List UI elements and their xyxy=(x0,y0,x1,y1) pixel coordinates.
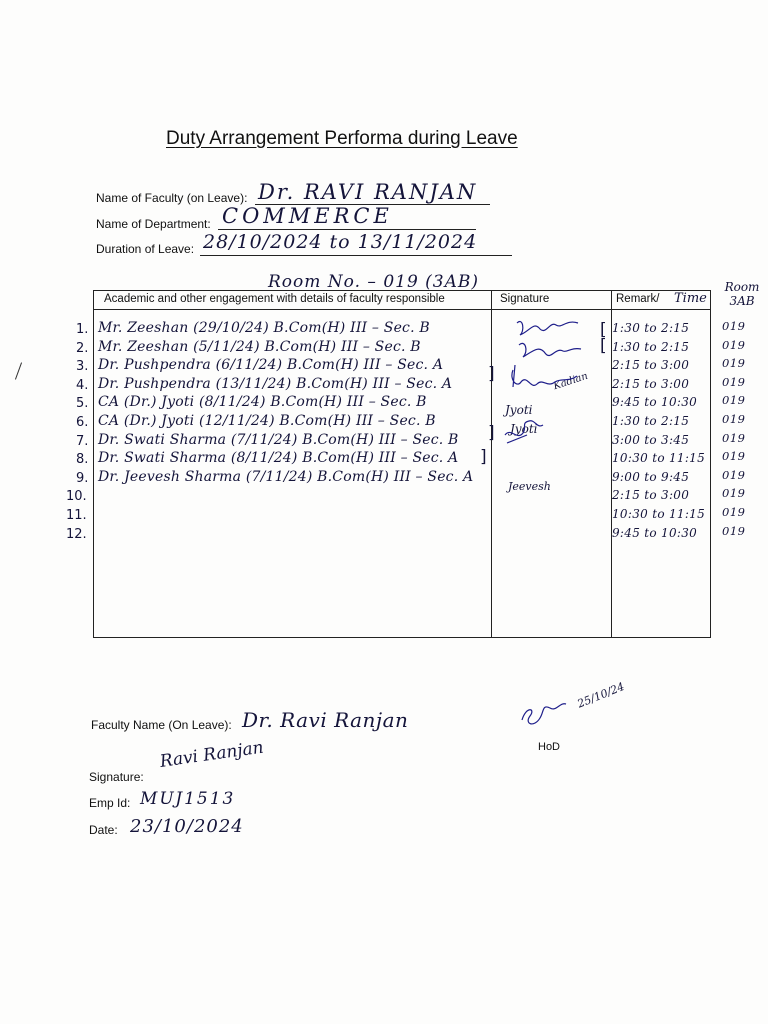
signature-jeevesh: Jeevesh xyxy=(508,480,551,493)
signature-zeeshan-1 xyxy=(517,322,578,335)
bracket-1: [ xyxy=(600,320,607,340)
time-header: Time xyxy=(674,291,707,306)
signature-swati xyxy=(505,421,543,443)
row-time: 10:30 to 11:15 xyxy=(612,451,706,466)
department-label: Name of Department: xyxy=(96,217,211,231)
row-room: 019 xyxy=(722,430,746,445)
footer-date-value: 23/10/2024 xyxy=(130,816,244,837)
row-time: 10:30 to 11:15 xyxy=(612,507,706,521)
room-heading: Room No. – 019 (3AB) xyxy=(268,272,480,292)
row-room: 019 xyxy=(722,449,746,464)
signature-header: Signature xyxy=(500,293,550,305)
remark-header: Remark/ xyxy=(616,293,660,305)
row-number: 9. xyxy=(76,470,89,486)
duration-value: 28/10/2024 to 13/11/2024 xyxy=(203,231,478,253)
header-divider xyxy=(94,309,710,310)
signature-jyoti-1: Jyoti xyxy=(505,403,533,417)
row-engagement: Dr. Pushpendra (13/11/24) B.Com(H) III – Sec. A xyxy=(98,375,453,392)
hod-date: 25/10/24 xyxy=(575,679,627,711)
footer-empid-label: Emp Id: xyxy=(89,796,131,810)
footer-faculty-label: Faculty Name (On Leave): xyxy=(91,718,232,732)
row-time: 9:45 to 10:30 xyxy=(612,395,698,410)
row-number: 2. xyxy=(76,340,89,356)
margin-mark xyxy=(15,362,22,379)
department-value: COMMERCE xyxy=(222,204,393,228)
bracket-3: ] xyxy=(488,364,495,384)
department-underline xyxy=(218,229,476,230)
row-room: 019 xyxy=(722,393,746,408)
row-time: 9:00 to 9:45 xyxy=(612,469,690,484)
room-column-header: Room 3AB xyxy=(724,280,760,308)
row-engagement: Dr. Swati Sharma (7/11/24) B.Com(H) III – Sec. B xyxy=(98,431,459,448)
row-number: 5. xyxy=(76,396,89,412)
column-divider-signature xyxy=(491,291,492,637)
row-number: 12. xyxy=(66,526,87,542)
row-number: 8. xyxy=(76,452,89,468)
footer-signature-label: Signature: xyxy=(89,770,144,784)
faculty-label: Name of Faculty (on Leave): xyxy=(96,191,248,205)
row-time: 1:30 to 2:15 xyxy=(612,321,690,335)
footer-empid-value: MUJ1513 xyxy=(140,789,236,809)
row-room: 019 xyxy=(722,412,746,426)
bracket-2: [ xyxy=(600,336,607,356)
row-room: 019 xyxy=(722,374,746,389)
signature-scribbles xyxy=(495,315,600,455)
row-engagement: CA (Dr.) Jyoti (8/11/24) B.Com(H) III – Sec. B xyxy=(98,394,427,411)
footer-faculty-value: Dr. Ravi Ranjan xyxy=(242,708,409,732)
signature-note-kadian: Kadian xyxy=(552,370,590,393)
row-room: 019 xyxy=(722,505,746,519)
row-time: 2:15 to 3:00 xyxy=(612,376,690,391)
signature-pushpendra xyxy=(512,365,577,387)
row-number: 3. xyxy=(76,359,89,375)
row-number: 4. xyxy=(76,377,89,393)
bracket-4: ] xyxy=(488,423,495,443)
row-time: 9:45 to 10:30 xyxy=(612,525,698,540)
duration-label: Duration of Leave: xyxy=(96,242,195,256)
hod-label: HoD xyxy=(538,741,561,753)
engagement-header: Academic and other engagement with details of faculty responsible xyxy=(104,293,445,305)
row-engagement: Dr. Pushpendra (6/11/24) B.Com(H) III – Sec. A xyxy=(98,357,444,374)
row-room: 019 xyxy=(722,356,746,371)
row-room: 019 xyxy=(722,319,746,333)
row-number: 1. xyxy=(76,322,89,337)
faculty-value: Dr. RAVI RANJAN xyxy=(258,180,478,204)
row-room: 019 xyxy=(722,523,746,538)
document-title: Duty Arrangement Performa during Leave xyxy=(166,128,518,149)
row-room: 019 xyxy=(722,486,746,501)
row-number: 6. xyxy=(76,415,89,430)
duration-underline xyxy=(200,255,512,256)
row-time: 3:00 to 3:45 xyxy=(612,432,690,447)
row-engagement: CA (Dr.) Jyoti (12/11/24) B.Com(H) III – Sec. B xyxy=(98,413,436,429)
row-engagement: Mr. Zeeshan (29/10/24) B.Com(H) III – Sec. B xyxy=(98,320,430,336)
row-number: 11. xyxy=(66,508,87,523)
footer-date-label: Date: xyxy=(89,823,118,837)
bracket-5: ] xyxy=(480,447,487,467)
row-number: 10. xyxy=(66,489,87,505)
row-time: 2:15 to 3:00 xyxy=(612,488,690,503)
row-engagement: Dr. Jeevesh Sharma (7/11/24) B.Com(H) III – Sec. A xyxy=(98,468,474,485)
row-time: 2:15 to 3:00 xyxy=(612,358,690,373)
row-number: 7. xyxy=(76,433,89,449)
row-engagement: Mr. Zeeshan (5/11/24) B.Com(H) III – Sec. B xyxy=(98,338,421,355)
row-room: 019 xyxy=(722,467,746,482)
footer-signature-value: Ravi Ranjan xyxy=(158,737,265,772)
row-time: 1:30 to 2:15 xyxy=(612,339,690,354)
row-time: 1:30 to 2:15 xyxy=(612,414,690,428)
row-engagement: Dr. Swati Sharma (8/11/24) B.Com(H) III – Sec. A xyxy=(98,450,459,467)
row-room: 019 xyxy=(722,337,746,352)
signature-zeeshan-2 xyxy=(519,343,581,357)
signature-jyoti-2: Jyoti xyxy=(510,422,538,436)
